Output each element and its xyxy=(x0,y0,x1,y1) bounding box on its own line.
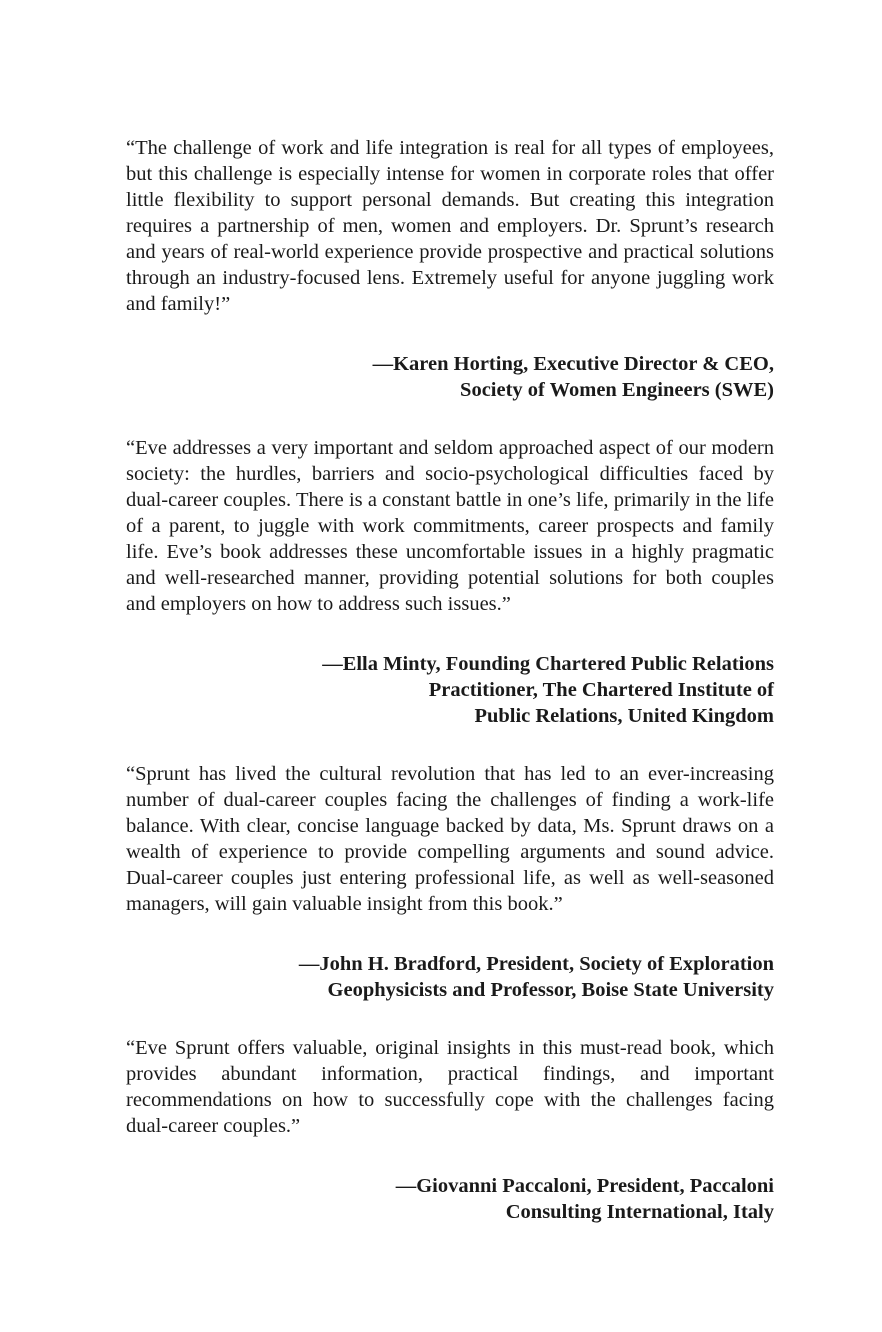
attribution-line: —John H. Bradford, President, Society of Exploration xyxy=(298,953,774,975)
endorsement-ella-minty xyxy=(126,435,774,729)
endorsements-page xyxy=(126,135,774,1225)
endorsement-attribution xyxy=(126,1173,774,1225)
endorsement-giovanni-paccaloni xyxy=(126,1035,774,1225)
endorsement-karen-horting xyxy=(126,135,774,403)
attribution-line: —Karen Horting, Executive Director & CEO, xyxy=(372,353,774,375)
endorsement-quote: “Eve Sprunt offers valuable, original insights in this must-read book, which provides abundant information, practical findings, and important recommendations on how to successfully cope with the challenges facing dual-career couples.” xyxy=(126,1037,774,1137)
endorsement-quote: “Eve addresses a very important and seldom approached aspect of our modern society: the hurdles, barriers and socio-psychological difficulties faced by dual-career couples. There is a constant battle in one’s life, primarily in the life of a parent, to juggle with work commitments, career prospects and family life. Eve’s book addresses these uncomfortable issues in a highly pragmatic and well-researched manner, providing potential solutions for both couples and employers on how to address such issues.” xyxy=(126,437,774,615)
endorsement-quote: “The challenge of work and life integration is real for all types of employees, but this challenge is especially intense for women in corporate roles that offer little flexibility to support personal demands. But creating this integration requires a partnership of men, women and employers. Dr. Sprunt’s research and years of real-world experience provide prospective and practical solutions through an industry-focused lens. Extremely useful for anyone juggling work and family!” xyxy=(126,137,774,315)
endorsement-attribution xyxy=(126,351,774,403)
attribution-line: Consulting International, Italy xyxy=(505,1201,774,1223)
endorsement-quote: “Sprunt has lived the cultural revolution that has led to an ever-increasing number of dual-career couples facing the challenges of finding a work-life balance. With clear, concise language backed by data, Ms. Sprunt draws on a wealth of experience to provide compelling arguments and sound advice. Dual-career couples just entering professional life, as well as well-seasoned managers, will gain valuable insight from this book.” xyxy=(126,763,774,915)
endorsement-attribution xyxy=(126,951,774,1003)
attribution-line: Public Relations, United Kingdom xyxy=(474,705,774,727)
endorsement-attribution xyxy=(126,651,774,729)
endorsement-john-bradford xyxy=(126,761,774,1003)
attribution-line: —Ella Minty, Founding Chartered Public Relations xyxy=(322,653,774,675)
attribution-line: Society of Women Engineers (SWE) xyxy=(460,379,774,401)
attribution-line: Geophysicists and Professor, Boise State University xyxy=(327,979,774,1001)
attribution-line: Practitioner, The Chartered Institute of xyxy=(428,679,774,701)
attribution-line: —Giovanni Paccaloni, President, Paccaloni xyxy=(395,1175,774,1197)
